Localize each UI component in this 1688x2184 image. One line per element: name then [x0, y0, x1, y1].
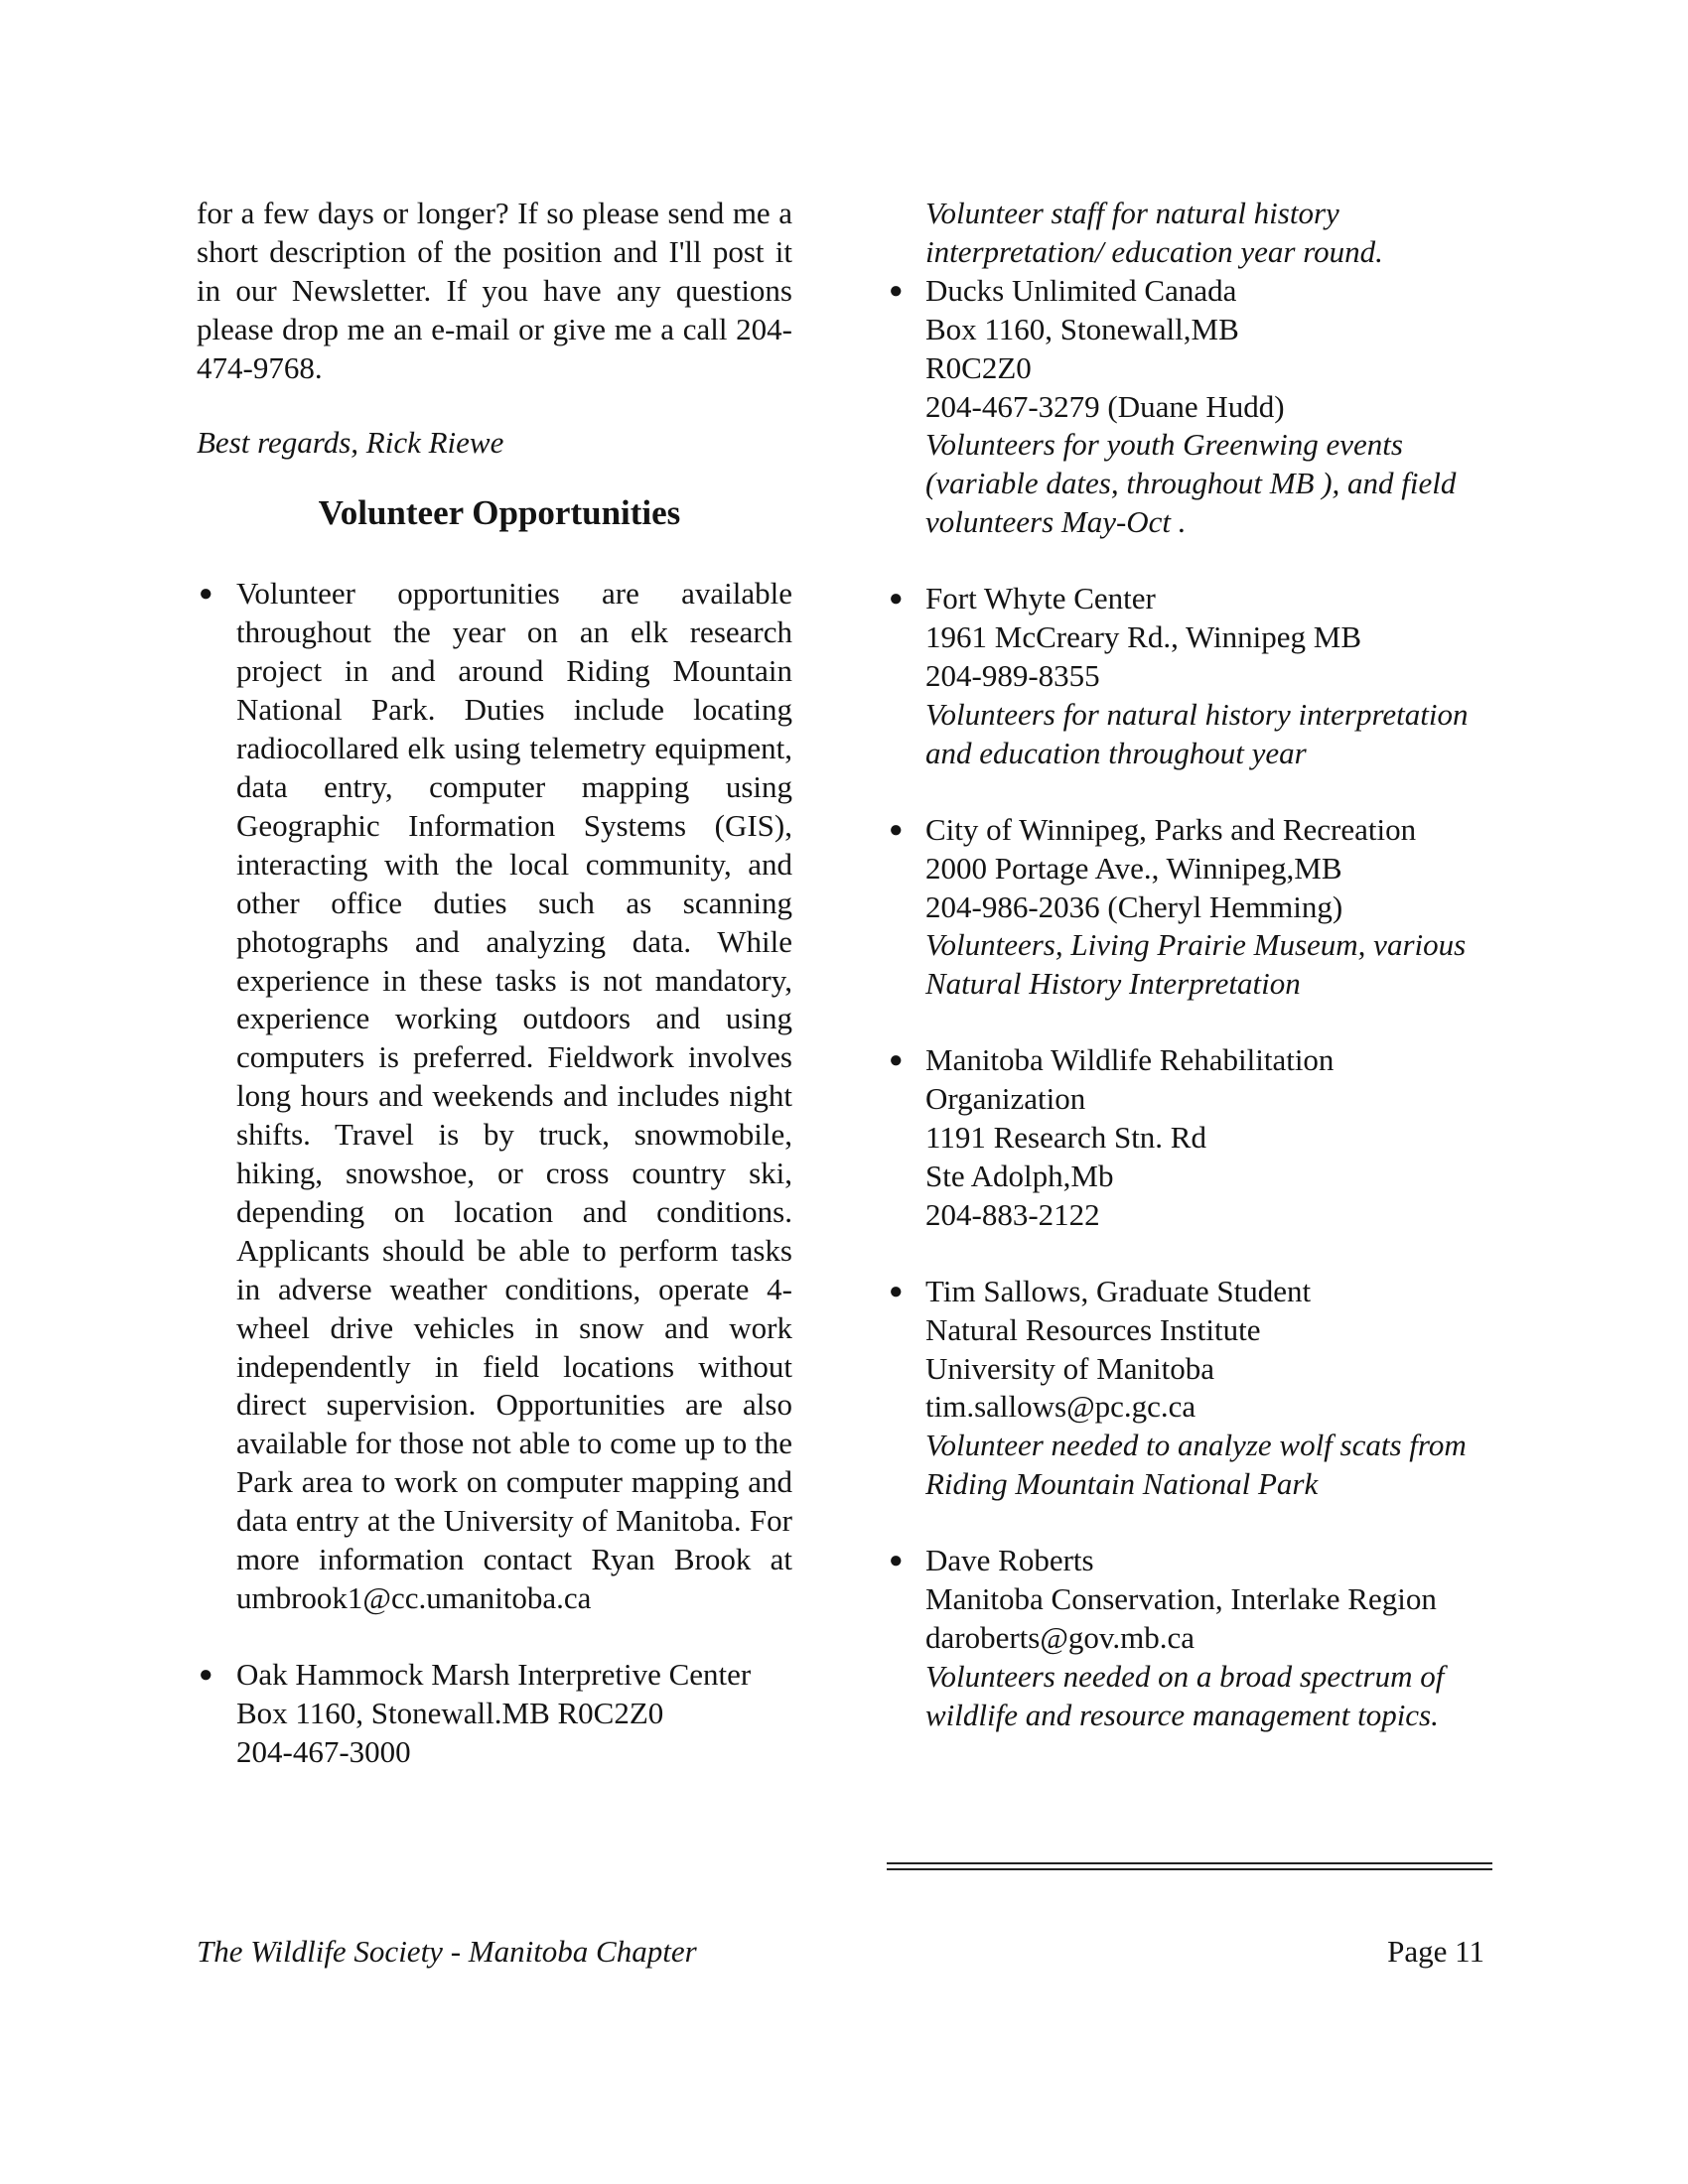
- regards-signature: Best regards, Rick Riewe: [197, 424, 504, 460]
- contact-name: Dave Roberts: [925, 1543, 1094, 1578]
- org-city: Ste Adolph,Mb: [925, 1158, 1114, 1193]
- contact-name: Tim Sallows, Graduate Student: [925, 1273, 1312, 1308]
- contact-organization: Manitoba Conservation, Interlake Region: [925, 1581, 1437, 1617]
- list-item-fort-whyte: [887, 580, 1492, 773]
- org-description: Volunteers, Living Prairie Museum, various Natural History Interpretation: [925, 927, 1467, 1002]
- contact-institute: Natural Resources Institute: [925, 1311, 1261, 1347]
- org-phone: 204-883-2122: [925, 1196, 1100, 1232]
- list-item-city-winnipeg: [887, 811, 1492, 1005]
- org-description: Volunteers for youth Greenwing events (variable dates, throughout MB ), and field volunteers May-Oct .: [925, 427, 1457, 540]
- org-name: Fort Whyte Center: [925, 581, 1156, 616]
- oak-hammock-description: Volunteer staff for natural history interpretation/ education year round.: [925, 196, 1383, 269]
- org-phone: 204-989-8355: [925, 657, 1100, 693]
- section-heading: Volunteer Opportunities: [318, 493, 681, 533]
- org-name: City of Winnipeg, Parks and Recreation: [925, 811, 1417, 847]
- list-item-dave-roberts: [887, 1542, 1492, 1735]
- org-address: 2000 Portage Ave., Winnipeg,MB: [925, 850, 1342, 886]
- org-address: 1961 McCreary Rd., Winnipeg MB: [925, 619, 1362, 655]
- bullet-icon: ●: [889, 277, 904, 304]
- org-description: Volunteers for natural history interpretation and education throughout year: [925, 696, 1469, 770]
- org-address: 1191 Research Stn. Rd: [925, 1120, 1206, 1156]
- bullet-icon: ●: [199, 1661, 213, 1688]
- bullet-icon: ●: [889, 816, 904, 843]
- intro-paragraph: for a few days or longer? If so please send me a short description of the position and I'll post it in our Newsletter. If you have any questions please drop me an e-mail or give me a call 204-474-9768.: [197, 196, 792, 385]
- bullet-icon: ●: [199, 581, 213, 608]
- list-item-wildlife-rehab: [887, 1041, 1492, 1235]
- section-divider-top: [887, 1862, 1492, 1864]
- bullet-icon: ●: [889, 1278, 904, 1304]
- org-address: Box 1160, Stonewall.MB R0C2Z0: [236, 1695, 664, 1730]
- list-item-elk-project: [197, 575, 792, 1617]
- org-phone: 204-986-2036 (Cheryl Hemming): [925, 888, 1343, 924]
- org-name: Manitoba Wildlife Rehabilitation Organization: [925, 1042, 1335, 1117]
- bullet-icon: ●: [889, 1047, 904, 1074]
- footer-page-number: Page 11: [1387, 1934, 1484, 1969]
- list-item-oak-hammock: [197, 1656, 792, 1772]
- list-item-tim-sallows: [887, 1273, 1492, 1504]
- elk-project-text: Volunteer opportunities are available throughout the year on an elk research project in and around Riding Mountain National Park. Duties include locating radiocollared elk using telemetry equipment, data entry, computer mapping using Geographic Information Systems (GIS), interacting with the local community, and other office duties such as scanning photographs and analyzing data. While experience in these tasks is not mandatory, experience working outdoors and using computers is preferred. Fieldwork involves long hours and weekends and includes night shifts. Travel is by truck, snowmobile, hiking, snowshoe, or cross country ski, depending on location and conditions. Applicants should be able to perform tasks in adverse weather conditions, operate 4-wheel drive vehicles in snow and work independently in field locations without direct supervision. Opportunities are also available for those not able to come up to the Park area to work on computer mapping and data entry at the University of Manitoba. For more information contact Ryan Brook at umbrook1@cc.umanitoba.ca: [236, 576, 792, 1615]
- contact-university: University of Manitoba: [925, 1350, 1215, 1386]
- section-divider-bottom: [887, 1868, 1492, 1870]
- right-column: [887, 195, 1492, 1773]
- org-address: Box 1160, Stonewall,MB: [925, 311, 1239, 346]
- org-postal-code: R0C2Z0: [925, 349, 1032, 385]
- footer-publication: The Wildlife Society - Manitoba Chapter: [197, 1934, 697, 1969]
- opportunity-list-left: [197, 575, 792, 1771]
- org-phone: 204-467-3279 (Duane Hudd): [925, 388, 1285, 424]
- contact-email: daroberts@gov.mb.ca: [925, 1620, 1196, 1655]
- left-column: [197, 195, 792, 1810]
- org-phone: 204-467-3000: [236, 1733, 411, 1769]
- contact-description: Volunteer needed to analyze wolf scats from Riding Mountain National Park: [925, 1428, 1467, 1502]
- list-item-ducks-unlimited: [887, 272, 1492, 542]
- contact-email: tim.sallows@pc.gc.ca: [925, 1389, 1196, 1425]
- bullet-icon: ●: [889, 586, 904, 613]
- org-name: Oak Hammock Marsh Interpretive Center: [236, 1656, 752, 1692]
- org-name: Ducks Unlimited Canada: [925, 272, 1237, 308]
- bullet-icon: ●: [889, 1548, 904, 1574]
- opportunity-list-right: [887, 272, 1492, 1735]
- contact-description: Volunteers needed on a broad spectrum of wildlife and resource management topics.: [925, 1658, 1445, 1732]
